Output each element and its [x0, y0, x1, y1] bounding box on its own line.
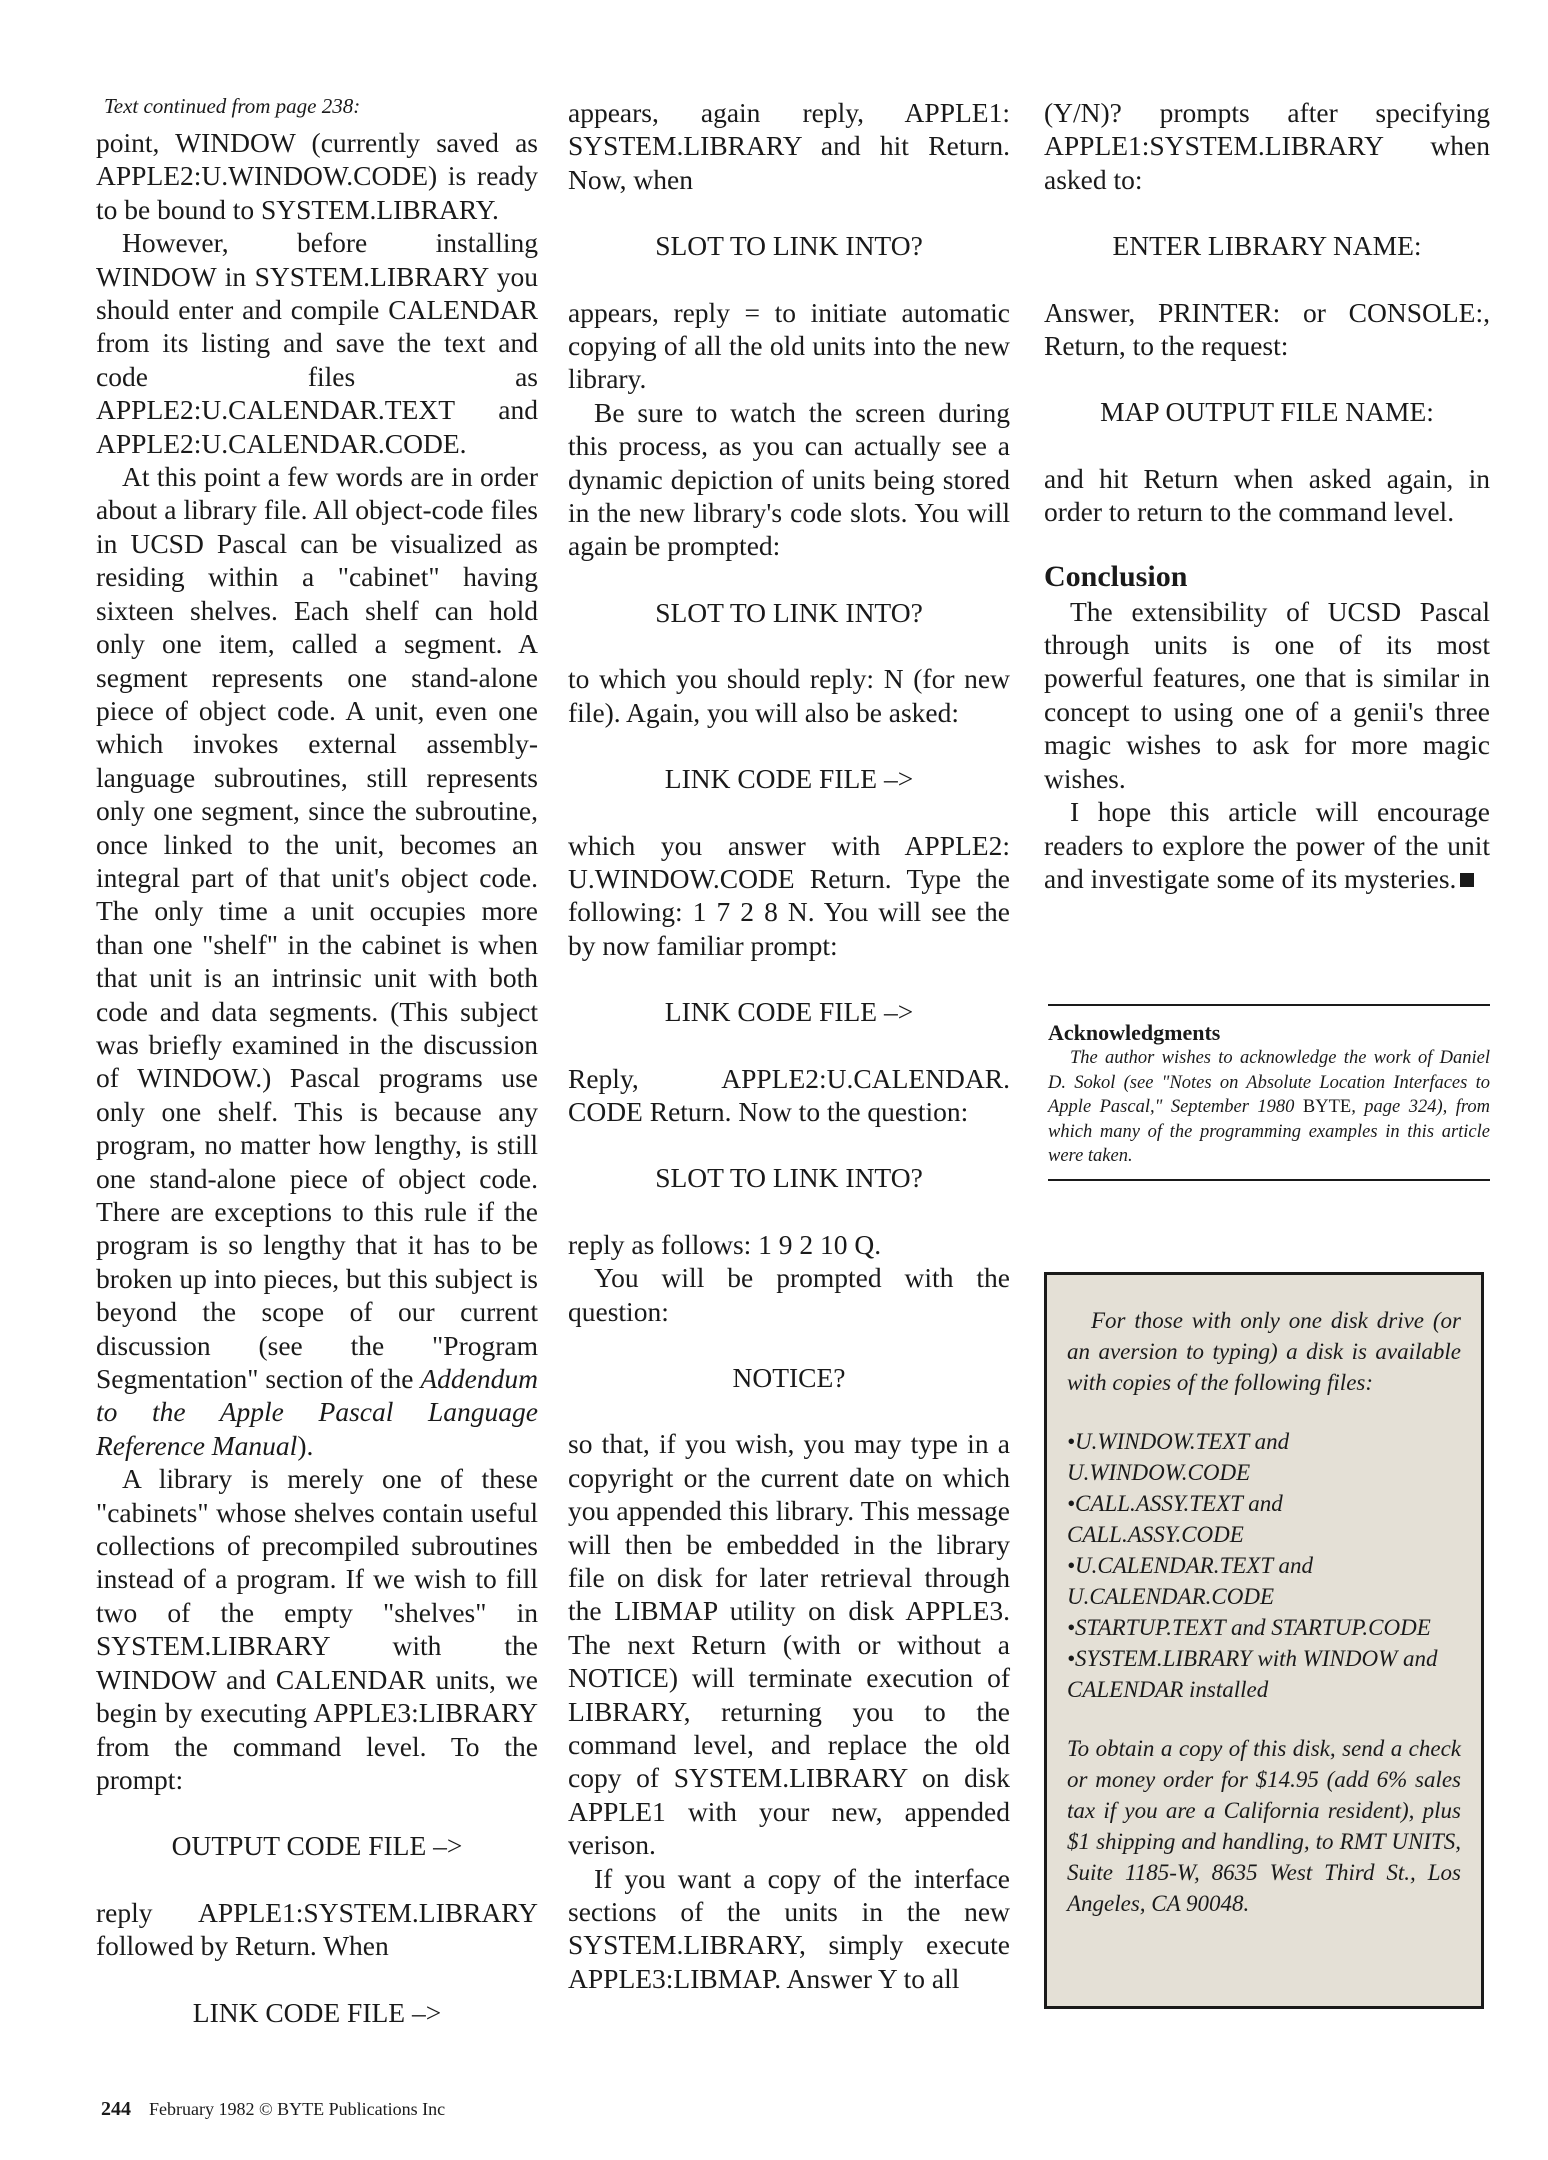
paragraph: A library is merely one of these "cabinets" whose shelves contain useful collections of precompiled subroutines instead of a program. If we wish to fill two of the empty "shelves" in SYSTEM.LIBRARY with the WINDOW and CALENDAR units, we begin by executing APPLE3:LIBRARY from the command level. To the prompt:	[96, 1463, 538, 1795]
paragraph-text-end: ).	[297, 1429, 314, 1461]
prompt-line: NOTICE?	[732, 1361, 846, 1393]
acknowledgments-body	[1048, 1046, 1490, 1169]
column-3	[1044, 96, 1490, 895]
prompt-line: OUTPUT CODE FILE –>	[171, 1830, 463, 1862]
paragraph: However, before installing WINDOW in SYSTEM.LIBRARY you should enter and compile CALENDAR from its listing and save the text and code files as APPLE2:U.CALENDAR.TEXT and APPLE2:U.CALENDAR.CODE.	[96, 227, 538, 459]
page-footer	[101, 2093, 445, 2126]
paragraph	[1044, 795, 1490, 895]
ack-text: The author wishes to acknowledge the work of Daniel D. Sokol (see "Notes on Absolute Location Interfaces to Apple Pascal," September 1980	[1048, 1048, 1490, 1117]
disk-offer-sidebar	[1044, 1272, 1484, 2009]
manual-title: Addendum to the Apple Pascal Language Reference Manual	[96, 1363, 538, 1461]
prompt-line: ENTER LIBRARY NAME:	[1112, 230, 1422, 262]
paragraph: If you want a copy of the interface sections of the units in the new SYSTEM.LIBRARY, simply execute APPLE3:LIBMAP. Answer Y to all	[568, 1862, 1010, 1994]
paragraph: appears, again reply, APPLE1: SYSTEM.LIBRARY and hit Return. Now, when	[568, 97, 1010, 195]
paragraph: Reply, APPLE2:U.CALENDAR. CODE Return. Now to the question:	[568, 1062, 1010, 1127]
page-number: 244	[101, 2098, 131, 2120]
prompt-line: MAP OUTPUT FILE NAME:	[1100, 396, 1434, 428]
paragraph: appears, reply = to initiate automatic copying of all the old units into the new library.	[568, 296, 1010, 395]
paragraph: You will be prompted with the question:	[568, 1262, 1010, 1327]
sidebar-intro: For those with only one disk drive (or an aversion to typing) a disk is available with copies of the following files:	[1067, 1308, 1461, 1395]
prompt-line: SLOT TO LINK INTO?	[655, 1162, 923, 1194]
ack-text-end: , page 324), from which many of the programming examples in this article were taken.	[1048, 1097, 1491, 1166]
column-2	[568, 96, 1010, 1995]
paragraph: (Y/N)? prompts after specifying APPLE1:SYSTEM.LIBRARY when asked to:	[1044, 97, 1490, 195]
prompt-line: LINK CODE FILE –>	[664, 996, 914, 1028]
paragraph-text: I hope this article will encourage readers to explore the power of the unit and investigate some of its mysteries.	[1044, 796, 1490, 894]
paragraph: so that, if you wish, you may type in a copyright or the current date on which you appended this library. This message will then be embedded in the library file on disk for later retrieval through the LIBMAP utility on disk APPLE3. The next Return (with or without a NOTICE) will terminate execution of LIBRARY, returning you to the command level, and replace the old copy of SYSTEM.LIBRARY on disk APPLE1 with your new, appended verison.	[568, 1428, 1010, 1861]
paragraph-text: At this point a few words are in order about a library file. All object-code files in UCSD Pascal can be visualized as residing within a "cabinet" having sixteen shelves. Each shelf can hold only one item, called a segment. A segment represents one stand-alone piece of object code. A unit, even one which invokes external assembly-language subroutines, still represents only one segment, since the subroutine, once linked to the unit, becomes an integral part of that unit's object code. The only time a unit occupies more than one "shelf" in the cabinet is when that unit is an intrinsic unit with both code and data segments. (This subject was briefly examined in the discussion of WINDOW.) Pascal programs use only one shelf. This is because any program, no matter how lengthy, is still one stand-alone piece of object code. There are exceptions to this rule if the program is so lengthy that it has to be broken up into pieces, but this subject is beyond the scope of our current discussion (see the "Program Segmentation" section of the	[96, 461, 538, 1395]
paragraph: Answer, PRINTER: or CONSOLE:, Return, to the request:	[1044, 296, 1490, 362]
file-list-item: •U.WINDOW.TEXT and U.WINDOW.CODE	[1067, 1429, 1290, 1485]
file-list-item: •STARTUP.TEXT and STARTUP.CODE	[1067, 1615, 1431, 1640]
continued-note: Text continued from page 238:	[104, 94, 361, 118]
prompt-line: SLOT TO LINK INTO?	[655, 596, 923, 628]
paragraph: which you answer with APPLE2: U.WINDOW.CODE Return. Type the following: 1 7 2 8 N. You will see the by now familiar prompt:	[568, 829, 1010, 961]
paragraph: reply APPLE1:SYSTEM.LIBRARY followed by Return. When	[96, 1896, 538, 1962]
file-list-item: •U.CALENDAR.TEXT and U.CALENDAR.CODE	[1067, 1553, 1313, 1609]
sidebar-ordering-info: To obtain a copy of this disk, send a check or money order for $14.95 (add 6% sales tax if you are a California resident), plus $1 shipping and handling, to RMT UNITS, Suite 1185-W, 8635 West Third St., Los Angeles, CA 90048.	[1067, 1736, 1461, 1916]
file-list-item: •SYSTEM.LIBRARY with WINDOW and CALENDAR installed	[1067, 1646, 1438, 1702]
footer-text: February 1982 © BYTE Publications Inc	[149, 2099, 446, 2119]
paragraph: to which you should reply: N (for new file). Again, you will also be asked:	[568, 663, 1010, 728]
prompt-line: LINK CODE FILE –>	[664, 763, 914, 795]
paragraph: reply as follows: 1 9 2 10 Q.	[568, 1228, 882, 1260]
end-of-article-mark	[1460, 873, 1474, 887]
paragraph: and hit Return when asked again, in order to return to the command level.	[1044, 462, 1490, 528]
prompt-line: SLOT TO LINK INTO?	[655, 230, 923, 262]
ack-byte: BYTE	[1302, 1097, 1352, 1117]
section-heading: Conclusion	[1044, 559, 1188, 593]
paragraph: Be sure to watch the screen during this process, as you can actually see a dynamic depiction of units being stored in the new library's code slots. You will again be prompted:	[568, 396, 1010, 562]
paragraph	[96, 460, 538, 1462]
column-1	[96, 126, 538, 2062]
acknowledgments-box	[1048, 1004, 1490, 1181]
paragraph: The extensibility of UCSD Pascal through units is one of its most powerful features, one that is similar in concept to using one of a genii's three magic wishes to ask for more magic wishes.	[1044, 595, 1490, 794]
acknowledgments-heading: Acknowledgments	[1048, 1020, 1221, 1045]
file-list-item: •CALL.ASSY.TEXT and CALL.ASSY.CODE	[1067, 1491, 1283, 1547]
prompt-line: LINK CODE FILE –>	[192, 1996, 442, 2028]
paragraph: point, WINDOW (currently saved as APPLE2:U.WINDOW.CODE) is ready to be bound to SYSTEM.LIBRARY.	[96, 127, 538, 225]
